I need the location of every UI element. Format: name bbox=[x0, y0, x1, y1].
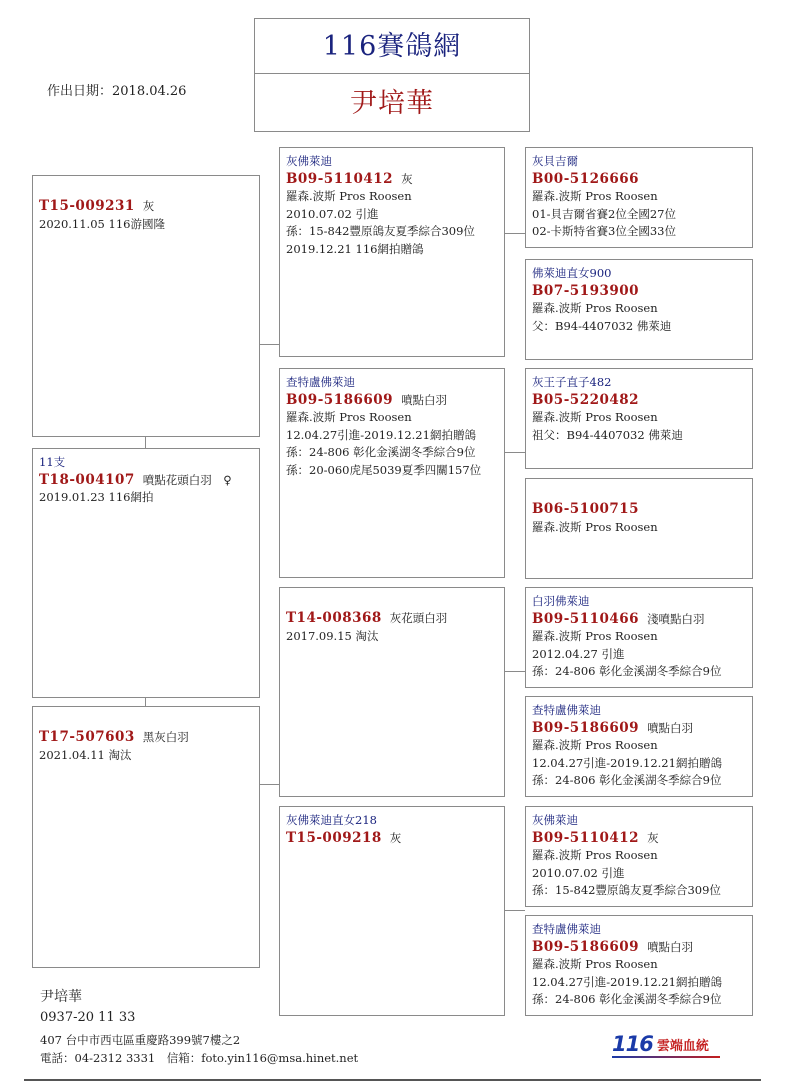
gen2-line: 2019.12.21 116網拍贈鴿 bbox=[286, 241, 424, 256]
gen3-reg: B00-5126666 bbox=[532, 170, 640, 187]
brand-underline bbox=[612, 1056, 720, 1058]
gen3-reg: B09-5110466 bbox=[532, 610, 640, 627]
brand-logo bbox=[612, 1032, 709, 1056]
gen3-line: 01-貝吉爾省賽2位全國27位 bbox=[532, 206, 676, 221]
gen3-line: 羅森.波斯 Pros Roosen bbox=[532, 957, 658, 971]
gen3-name: 查特盧佛萊迪 bbox=[532, 703, 601, 717]
gen3-extra: 淺噴點白羽 bbox=[647, 611, 705, 626]
gen3-line: 父：B94-4407032 佛萊迪 bbox=[532, 318, 672, 333]
gen3-name: 灰王子直子482 bbox=[532, 375, 612, 389]
gen3-line: 2012.04.27 引進 bbox=[532, 646, 625, 661]
footer-divider bbox=[24, 1079, 761, 1081]
connector-line bbox=[505, 452, 525, 453]
sire-line: 2020.11.05 116游國隆 bbox=[39, 216, 165, 231]
gen3-reg: B05-5220482 bbox=[532, 391, 640, 408]
gen3-box[interactable] bbox=[525, 368, 753, 469]
gen3-extra: 灰 bbox=[647, 830, 659, 845]
connector-line bbox=[505, 233, 525, 234]
dam-extra: 黑灰白羽 bbox=[142, 730, 189, 744]
connector-line bbox=[260, 344, 279, 345]
gen2-line: 2010.07.02 引進 bbox=[286, 206, 379, 221]
gen3-line: 祖父：B94-4407032 佛萊迪 bbox=[532, 427, 683, 442]
gen3-line: 02-卡斯特省賽3位全國33位 bbox=[532, 224, 676, 238]
gen3-name: 佛萊迪直女900 bbox=[532, 266, 612, 280]
gen3-line: 羅森.波斯 Pros Roosen bbox=[532, 189, 658, 203]
gen3-name: 灰貝吉爾 bbox=[532, 154, 578, 168]
gen3-line: 羅森.波斯 Pros Roosen bbox=[532, 629, 658, 643]
footer-address: 407 台中市西屯區重慶路399號7樓之2 bbox=[40, 1033, 241, 1047]
gen3-box[interactable] bbox=[525, 147, 753, 248]
gen3-box[interactable] bbox=[525, 806, 753, 907]
gen2-extra: 灰花頭白羽 bbox=[389, 611, 448, 625]
gen2-box[interactable] bbox=[279, 806, 505, 1016]
gen2-box[interactable] bbox=[279, 147, 505, 357]
gen2-reg: B09-5110412 bbox=[286, 170, 394, 187]
footer-phone: 0937-20 11 33 bbox=[40, 1010, 136, 1025]
gen3-reg: B09-5186609 bbox=[532, 938, 640, 955]
gen3-line: 羅森.波斯 Pros Roosen bbox=[532, 738, 658, 752]
gen3-line: 12.04.27引進-2019.12.21網拍贈鴿 bbox=[532, 974, 722, 989]
brand-text: 雲端血統 bbox=[656, 1039, 709, 1054]
gen2-reg: B09-5186609 bbox=[286, 391, 394, 408]
gen3-line: 12.04.27引進-2019.12.21網拍贈鴿 bbox=[532, 755, 722, 770]
gen2-name: 查特盧佛萊迪 bbox=[286, 375, 355, 389]
gen2-line: 孫：24-806 彰化金溪湖冬季綜合9位 bbox=[286, 445, 476, 459]
subject-line: 2019.01.23 116網拍 bbox=[39, 490, 154, 504]
gen3-extra: 噴點白羽 bbox=[647, 720, 694, 735]
subject-extra: 噴點花頭白羽 ♀ bbox=[142, 472, 232, 487]
gen3-reg: B06-5100715 bbox=[532, 501, 640, 517]
gen3-name: 白羽佛萊迪 bbox=[532, 594, 590, 608]
subject-reg: T18-004107 bbox=[39, 471, 135, 488]
sire-box[interactable] bbox=[32, 175, 260, 437]
gen2-extra: 噴點白羽 bbox=[401, 392, 448, 407]
date-label: 作出日期：2018.04.26 bbox=[47, 84, 187, 99]
gen2-line: 孫：15-842豐原鴿友夏季綜合309位 bbox=[286, 224, 475, 238]
gen2-extra: 灰 bbox=[401, 171, 413, 186]
brand-number: 116 bbox=[612, 1032, 653, 1056]
gen2-name: 灰佛萊迪直女218 bbox=[286, 813, 377, 827]
gen2-line: 2017.09.15 淘汰 bbox=[286, 628, 379, 643]
gen3-name: 查特盧佛萊迪 bbox=[532, 922, 601, 936]
gen3-box[interactable] bbox=[525, 915, 753, 1016]
gen3-reg: B09-5110412 bbox=[532, 829, 640, 846]
sire-extra: 灰 bbox=[142, 199, 155, 213]
gen2-reg: T14-008368 bbox=[286, 610, 382, 626]
connector-line bbox=[260, 784, 279, 785]
gen3-box[interactable] bbox=[525, 478, 753, 579]
gen2-extra: 灰 bbox=[389, 830, 402, 845]
gen3-box[interactable] bbox=[525, 696, 753, 797]
gen3-line: 羅森.波斯 Pros Roosen bbox=[532, 519, 658, 534]
gen2-line: 12.04.27引進-2019.12.21網拍贈鴿 bbox=[286, 427, 476, 442]
site-title: 116賽鴿網 bbox=[254, 18, 530, 74]
gen2-line: 羅森.波斯 Pros Roosen bbox=[286, 410, 412, 424]
dam-reg: T17-507603 bbox=[39, 729, 135, 745]
gen3-reg: B07-5193900 bbox=[532, 282, 640, 299]
owner-title: 尹培華 bbox=[254, 73, 530, 132]
connector-line bbox=[505, 671, 525, 672]
gen2-reg: T15-009218 bbox=[286, 829, 382, 846]
gen3-line: 孫：24-806 彰化金溪湖冬季綜合9位 bbox=[532, 773, 722, 787]
gen3-reg: B09-5186609 bbox=[532, 719, 640, 736]
gen3-line: 孫：24-806 彰化金溪湖冬季綜合9位 bbox=[532, 992, 722, 1006]
dam-line: 2021.04.11 淘汰 bbox=[39, 747, 132, 762]
gen3-box[interactable] bbox=[525, 587, 753, 688]
gen3-extra: 噴點白羽 bbox=[647, 939, 694, 954]
gen3-line: 羅森.波斯 Pros Roosen bbox=[532, 848, 658, 862]
gen2-line: 羅森.波斯 Pros Roosen bbox=[286, 189, 412, 203]
sire-reg: T15-009231 bbox=[39, 198, 135, 214]
gen3-line: 2010.07.02 引進 bbox=[532, 865, 625, 880]
gen3-line: 孫：15-842豐原鴿友夏季綜合309位 bbox=[532, 883, 721, 897]
gen3-line: 羅森.波斯 Pros Roosen bbox=[532, 301, 658, 315]
gen2-name: 灰佛萊迪 bbox=[286, 154, 332, 168]
gen3-name: 灰佛萊迪 bbox=[532, 813, 578, 827]
gen3-line: 孫：24-806 彰化金溪湖冬季綜合9位 bbox=[532, 664, 722, 678]
gen3-line: 羅森.波斯 Pros Roosen bbox=[532, 410, 658, 424]
connector-line bbox=[505, 910, 525, 911]
footer-contact: 電話：04-2312 3331 信箱：foto.yin116@msa.hinet.net bbox=[40, 1051, 359, 1065]
subject-box[interactable] bbox=[32, 448, 260, 698]
footer-owner: 尹培華 bbox=[40, 989, 82, 1005]
gen3-box[interactable] bbox=[525, 259, 753, 360]
dam-box[interactable] bbox=[32, 706, 260, 968]
subject-name: 11支 bbox=[39, 455, 66, 469]
gen2-box[interactable] bbox=[279, 368, 505, 578]
gen2-box[interactable] bbox=[279, 587, 505, 797]
gen2-line: 孫：20-060虎尾5039夏季四關157位 bbox=[286, 462, 482, 477]
